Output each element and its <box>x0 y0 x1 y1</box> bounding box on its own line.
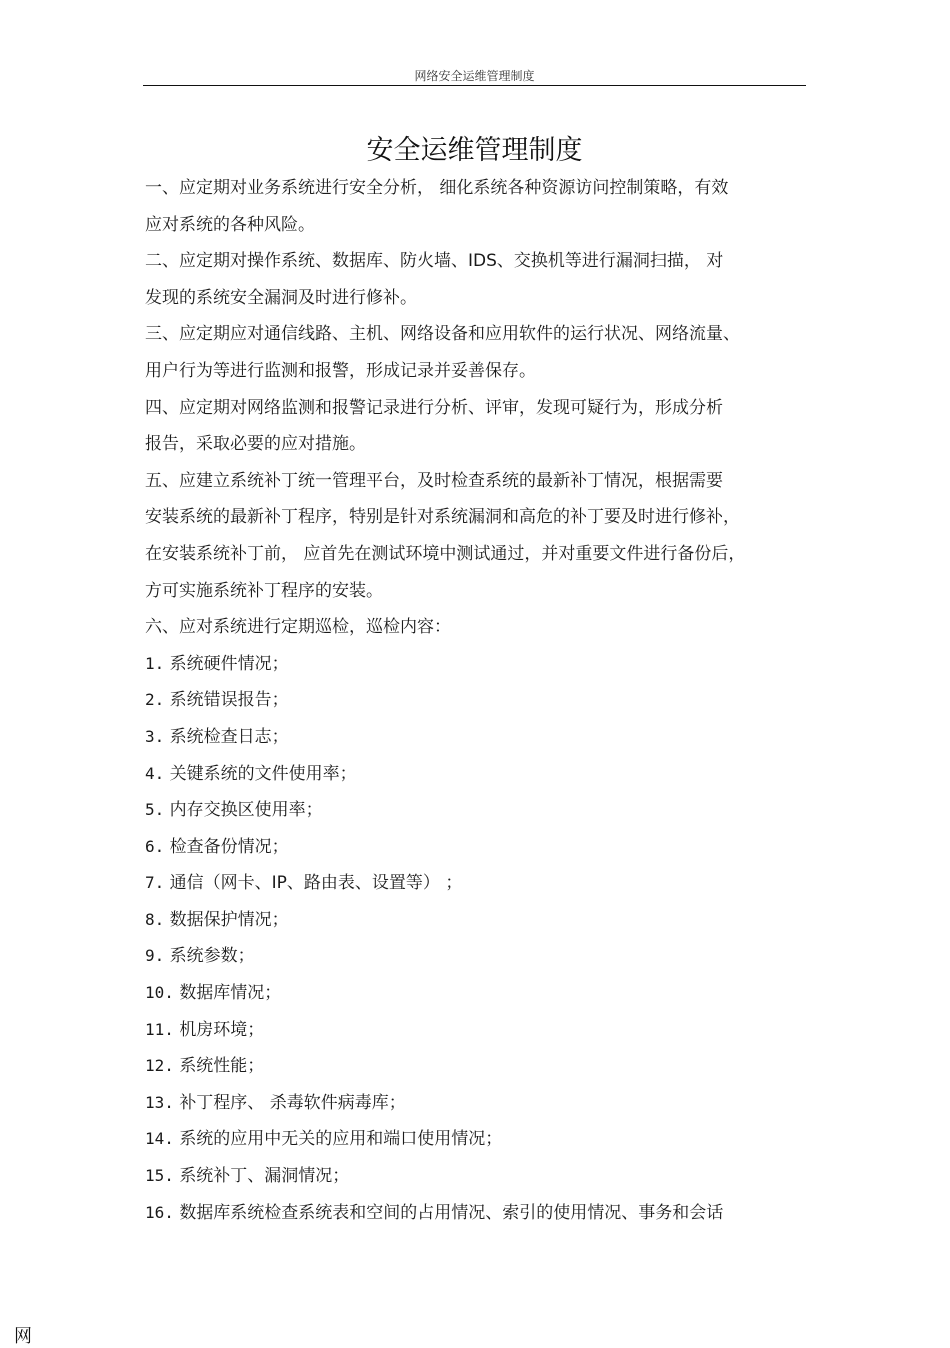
list-item-text: 系统补丁、漏洞情况； <box>179 1166 350 1187</box>
list-item <box>145 829 835 866</box>
list-item-number: 6. <box>145 836 165 856</box>
paragraph-line: 二、应定期对操作系统、数据库、防火墙、IDS、交换机等进行漏洞扫描， 对 <box>145 251 724 272</box>
paragraph-line: 一、应定期对业务系统进行安全分析， 细化系统各种资源访问控制策略，有效 <box>145 178 729 198</box>
paragraph-line: 安装系统的最新补丁程序，特别是针对系统漏洞和高危的补丁要及时进行修补， <box>145 507 740 528</box>
paragraph-line: 在安装系统补丁前， 应首先在测试环境中测试通过，并对重要文件进行备份后， <box>145 543 746 564</box>
list-item-text: 补丁程序、 杀毒软件病毒库； <box>179 1092 406 1113</box>
list-item <box>145 1121 835 1158</box>
document-body <box>145 170 835 1231</box>
list-item-text: 通信（网卡、IP、路由表、设置等） ； <box>169 873 463 894</box>
list-item-text: 系统性能； <box>179 1056 265 1077</box>
paragraph-line: 发现的系统安全漏洞及时进行修补。 <box>145 287 417 308</box>
list-item-number: 9. <box>145 946 165 966</box>
list-item-text: 数据库系统检查系统表和空间的占用情况、索引的使用情况、事务和会话 <box>179 1202 724 1223</box>
list-item-number: 10. <box>145 983 174 1003</box>
list-item-text: 内存交换区使用率； <box>169 800 323 821</box>
running-header: 网络安全运维管理制度 <box>414 69 535 83</box>
list-item-text: 数据库情况； <box>179 983 282 1004</box>
list-item <box>145 938 835 975</box>
list-item <box>145 1158 835 1195</box>
document-title: 安全运维管理制度 <box>366 135 583 166</box>
list-item-number: 15. <box>145 1166 174 1186</box>
list-item-number: 5. <box>145 800 165 820</box>
list-item-text: 机房环境； <box>179 1019 265 1040</box>
header-divider <box>143 85 806 86</box>
paragraph-line: 三、应定期应对通信线路、主机、网络设备和应用软件的运行状况、网络流量、 <box>145 324 740 345</box>
list-item <box>145 792 835 829</box>
list-item-number: 11. <box>145 1019 174 1039</box>
list-item-number: 4. <box>145 763 165 783</box>
list-item <box>145 756 835 793</box>
list-item <box>145 1195 835 1232</box>
list-item-text: 系统的应用中无关的应用和端口使用情况； <box>179 1129 503 1150</box>
paragraph-line: 用户行为等进行监测和报警，形成记录并妥善保存。 <box>145 360 536 381</box>
footer-corner-char: 网 <box>14 1326 32 1347</box>
list-item <box>145 902 835 939</box>
paragraph-line: 四、应定期对网络监测和报警记录进行分析、评审，发现可疑行为，形成分析 <box>145 397 723 418</box>
paragraph-line: 六、应对系统进行定期巡检，巡检内容： <box>145 617 451 638</box>
list-item-text: 系统检查日志； <box>169 726 289 747</box>
list-item-text: 系统错误报告； <box>169 690 289 711</box>
list-item-text: 关键系统的文件使用率； <box>169 763 357 784</box>
list-item-number: 12. <box>145 1056 174 1076</box>
list-item-number: 3. <box>145 726 165 746</box>
list-item <box>145 1085 835 1122</box>
list-item <box>145 1012 835 1049</box>
list-item-text: 检查备份情况； <box>169 836 289 857</box>
list-item <box>145 646 835 683</box>
paragraph-line: 报告，采取必要的应对措施。 <box>145 434 366 455</box>
list-item <box>145 975 835 1012</box>
list-item-number: 14. <box>145 1129 174 1149</box>
list-item-number: 16. <box>145 1202 174 1222</box>
paragraph-line: 五、应建立系统补丁统一管理平台，及时检查系统的最新补丁情况，根据需要 <box>145 470 723 491</box>
list-item-number: 13. <box>145 1092 174 1112</box>
list-item <box>145 719 835 756</box>
list-item-text: 数据保护情况； <box>169 909 289 930</box>
inspection-checklist <box>145 646 835 1232</box>
list-item <box>145 1048 835 1085</box>
paragraph-line: 应对系统的各种风险。 <box>145 214 315 235</box>
list-item <box>145 682 835 719</box>
list-item <box>145 865 835 902</box>
list-item-number: 7. <box>145 873 165 893</box>
list-item-text: 系统硬件情况； <box>169 653 289 674</box>
list-item-number: 2. <box>145 690 165 710</box>
list-item-number: 8. <box>145 909 165 929</box>
list-item-number: 1. <box>145 653 165 673</box>
paragraph-line: 方可实施系统补丁程序的安装。 <box>145 580 383 601</box>
list-item-text: 系统参数； <box>169 946 255 967</box>
